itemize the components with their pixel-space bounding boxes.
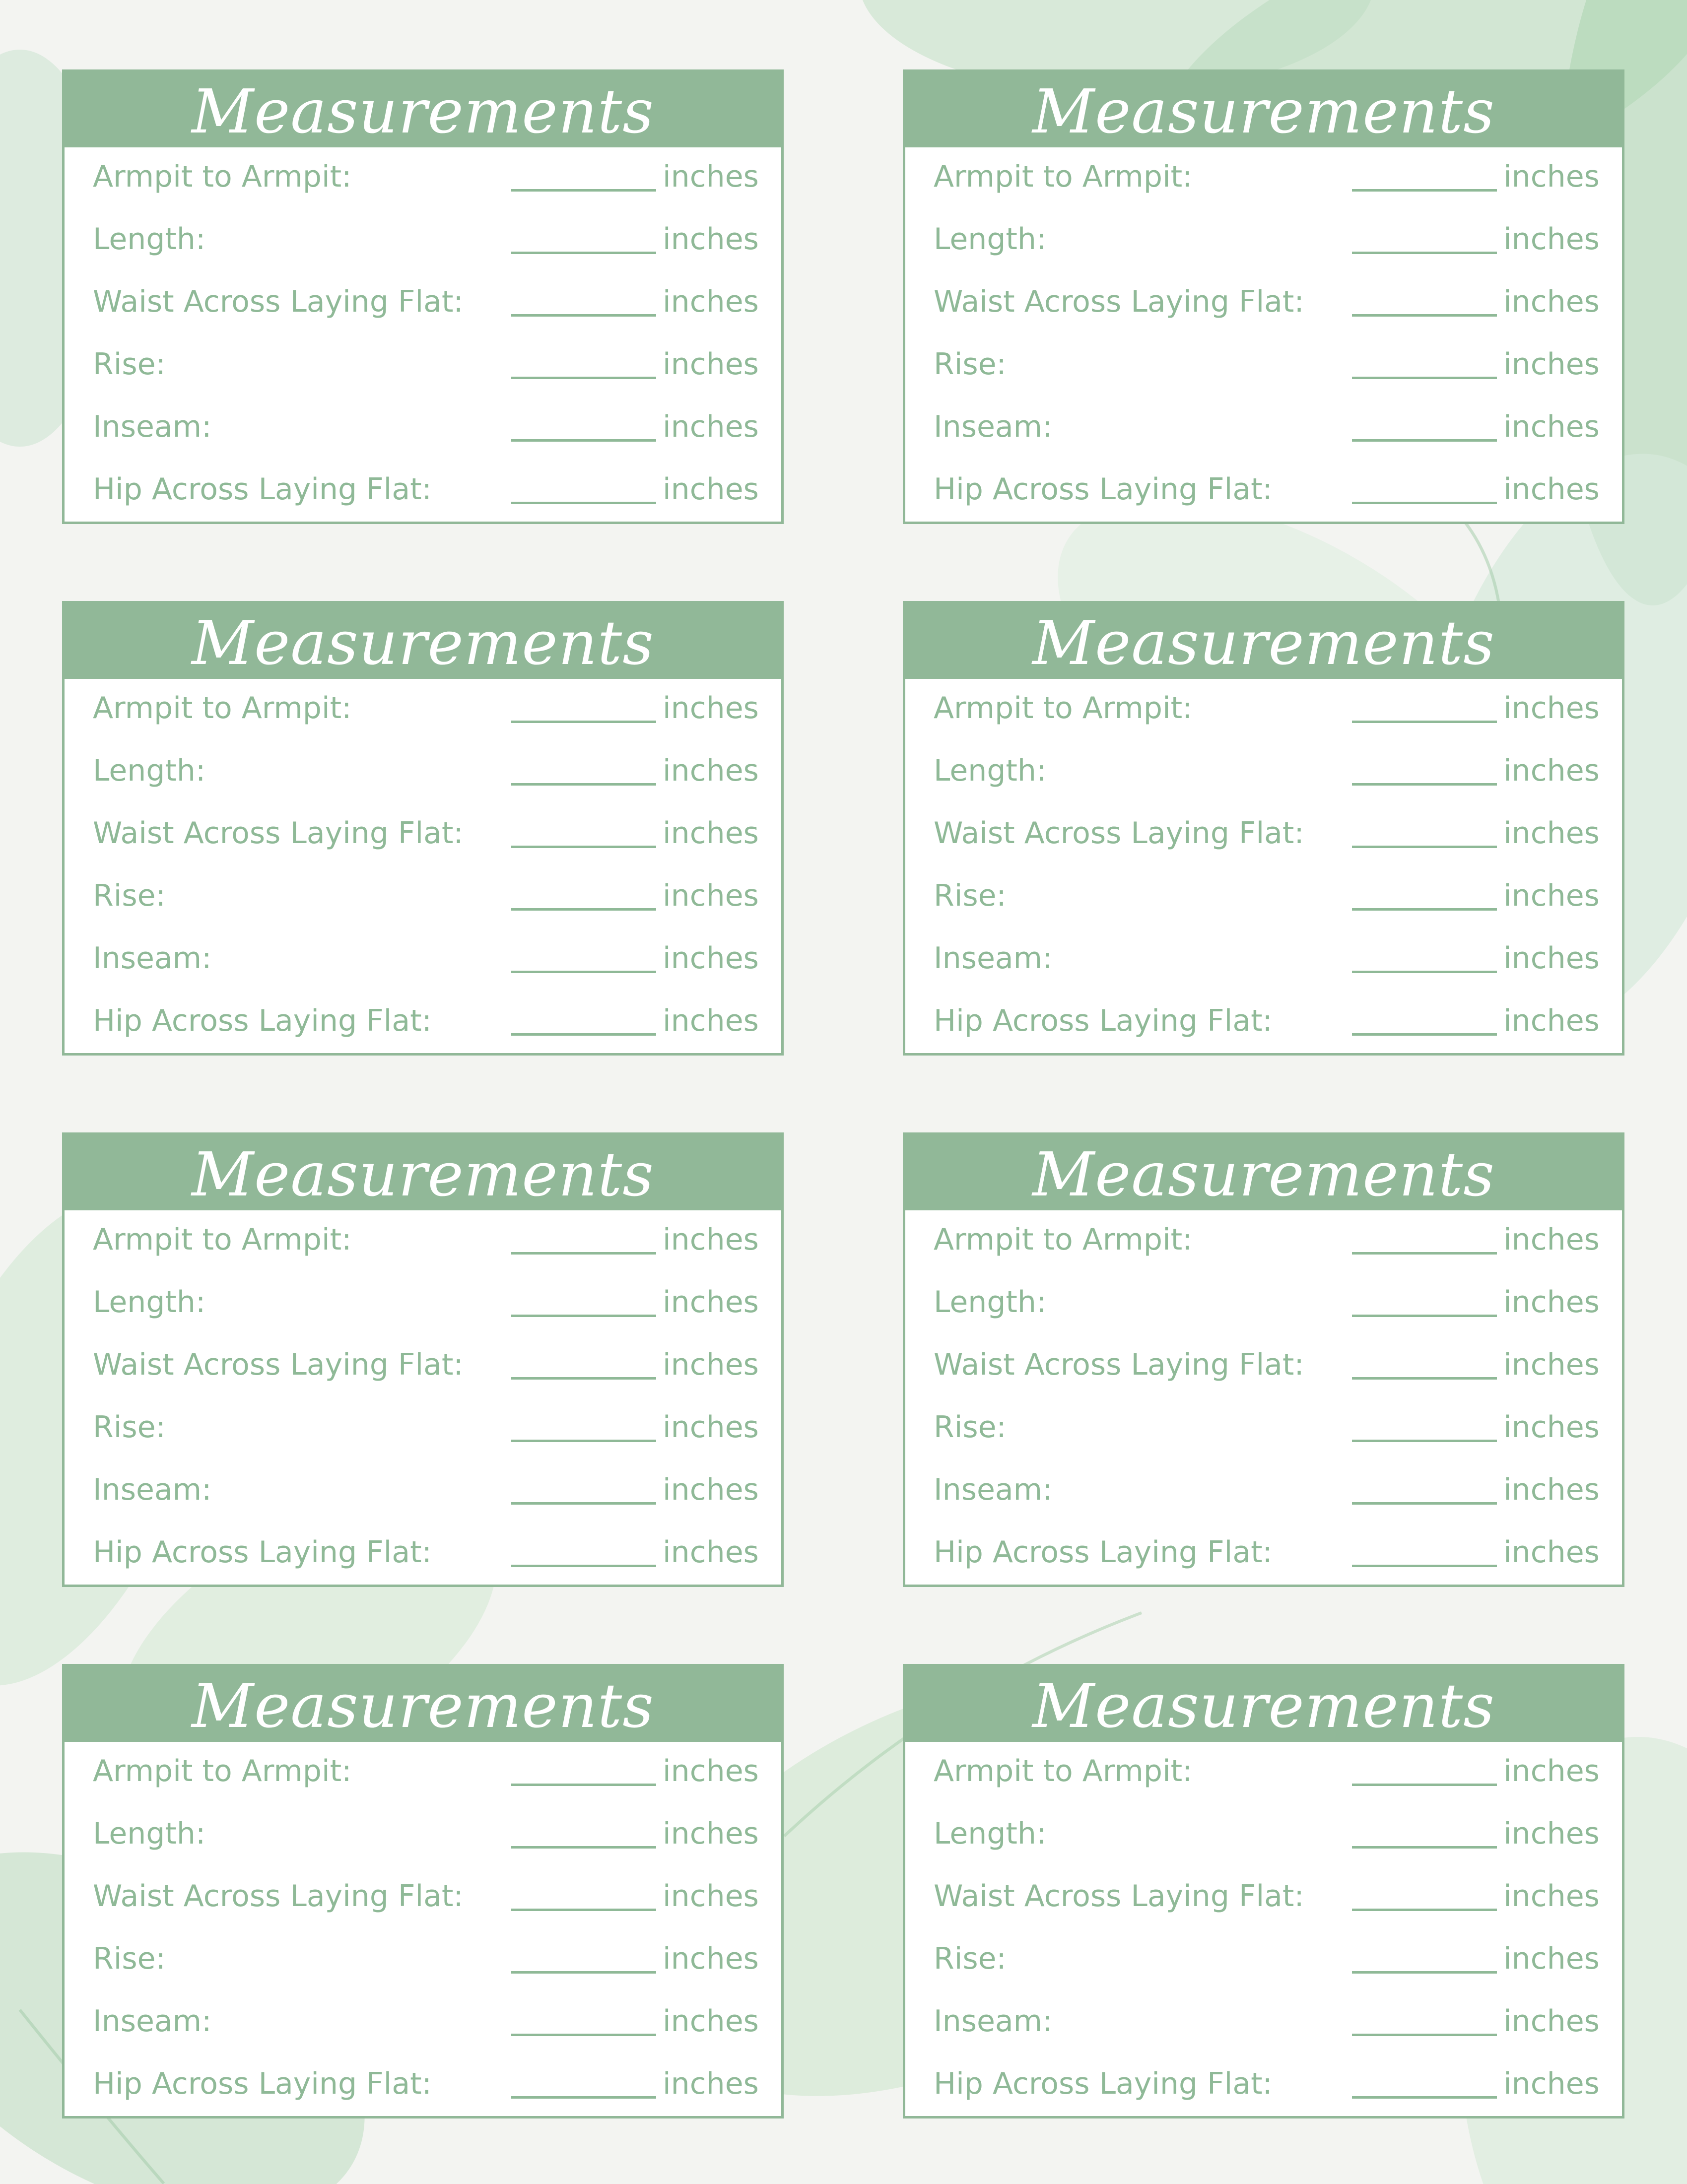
row-unit: inches (663, 1347, 759, 1382)
measurement-row (65, 2054, 781, 2117)
measurement-row (905, 460, 1622, 523)
row-label: Length: (934, 1285, 1047, 1320)
row-unit: inches (1503, 347, 1600, 382)
card-title: Measurements (905, 1135, 1622, 1210)
blank-input-line[interactable] (511, 846, 656, 848)
row-label: Hip Across Laying Flat: (93, 1003, 432, 1038)
blank-input-line[interactable] (1352, 1971, 1497, 1974)
row-label: Inseam: (93, 941, 212, 976)
measurement-card (62, 1132, 784, 1587)
blank-input-line[interactable] (511, 377, 656, 379)
row-label: Inseam: (93, 409, 212, 444)
measurement-row (65, 1460, 781, 1523)
row-unit: inches (1503, 1222, 1600, 1257)
row-unit: inches (663, 1754, 759, 1788)
measurement-row (905, 1929, 1622, 1992)
row-unit: inches (1503, 1879, 1600, 1914)
row-unit: inches (663, 1003, 759, 1038)
row-label: Waist Across Laying Flat: (934, 1347, 1304, 1382)
row-unit: inches (663, 691, 759, 726)
measurement-row (905, 1992, 1622, 2054)
blank-input-line[interactable] (511, 908, 656, 911)
blank-input-line[interactable] (1352, 189, 1497, 192)
measurement-card (903, 601, 1624, 1056)
row-unit: inches (663, 1285, 759, 1320)
row-label: Rise: (934, 347, 1007, 382)
blank-input-line[interactable] (1352, 2034, 1497, 2036)
row-label: Inseam: (93, 1472, 212, 1507)
row-unit: inches (663, 941, 759, 976)
card-title: Measurements (905, 72, 1622, 147)
blank-input-line[interactable] (1352, 1909, 1497, 1911)
blank-input-line[interactable] (1352, 908, 1497, 911)
row-unit: inches (663, 1816, 759, 1851)
measurement-row (905, 866, 1622, 929)
row-label: Hip Across Laying Flat: (93, 472, 432, 507)
blank-input-line[interactable] (1352, 502, 1497, 504)
measurement-row (65, 1992, 781, 2054)
blank-input-line[interactable] (511, 1440, 656, 1442)
row-label: Rise: (93, 878, 166, 913)
measurement-row (65, 1742, 781, 1804)
measurement-row (905, 929, 1622, 992)
blank-input-line[interactable] (1352, 314, 1497, 317)
row-unit: inches (1503, 222, 1600, 257)
row-unit: inches (663, 222, 759, 257)
measurement-row (65, 929, 781, 992)
measurement-row (905, 1273, 1622, 1335)
row-unit: inches (663, 159, 759, 194)
blank-input-line[interactable] (511, 1846, 656, 1849)
row-label: Armpit to Armpit: (93, 1754, 352, 1788)
blank-input-line[interactable] (511, 439, 656, 442)
measurement-row (905, 1742, 1622, 1804)
measurement-row (65, 1398, 781, 1460)
row-unit: inches (1503, 1816, 1600, 1851)
row-label: Length: (934, 753, 1047, 788)
measurement-card (62, 69, 784, 524)
row-label: Length: (934, 222, 1047, 257)
measurement-row (905, 1523, 1622, 1586)
measurement-row (905, 741, 1622, 804)
row-label: Hip Across Laying Flat: (934, 1535, 1273, 1570)
measurement-card (62, 1664, 784, 2118)
row-unit: inches (663, 1535, 759, 1570)
row-label: Hip Across Laying Flat: (93, 1535, 432, 1570)
row-unit: inches (1503, 1347, 1600, 1382)
row-unit: inches (1503, 691, 1600, 726)
row-label: Rise: (93, 1410, 166, 1445)
measurement-row (65, 679, 781, 741)
measurement-row (905, 2054, 1622, 2117)
blank-input-line[interactable] (511, 2034, 656, 2036)
row-label: Armpit to Armpit: (934, 1222, 1193, 1257)
row-unit: inches (663, 347, 759, 382)
row-label: Hip Across Laying Flat: (934, 1003, 1273, 1038)
row-unit: inches (663, 1410, 759, 1445)
row-label: Rise: (93, 347, 166, 382)
row-unit: inches (1503, 1410, 1600, 1445)
blank-input-line[interactable] (511, 1252, 656, 1255)
row-unit: inches (1503, 284, 1600, 319)
row-label: Armpit to Armpit: (93, 1222, 352, 1257)
blank-input-line[interactable] (1352, 1252, 1497, 1255)
measurement-row (65, 1273, 781, 1335)
measurement-row (905, 1398, 1622, 1460)
blank-input-line[interactable] (1352, 1440, 1497, 1442)
blank-input-line[interactable] (511, 1033, 656, 1036)
measurement-row (65, 272, 781, 335)
blank-input-line[interactable] (1352, 377, 1497, 379)
measurement-row (905, 147, 1622, 210)
row-label: Length: (93, 753, 206, 788)
blank-input-line[interactable] (1352, 1565, 1497, 1567)
row-unit: inches (1503, 472, 1600, 507)
measurement-card (903, 69, 1624, 524)
blank-input-line[interactable] (511, 783, 656, 786)
row-label: Armpit to Armpit: (93, 691, 352, 726)
row-label: Inseam: (934, 2004, 1053, 2039)
blank-input-line[interactable] (1352, 2096, 1497, 2099)
row-unit: inches (1503, 816, 1600, 851)
measurement-row (905, 272, 1622, 335)
row-label: Armpit to Armpit: (934, 691, 1193, 726)
row-unit: inches (663, 1222, 759, 1257)
blank-input-line[interactable] (1352, 971, 1497, 973)
row-label: Waist Across Laying Flat: (93, 1347, 464, 1382)
measurement-row (905, 992, 1622, 1054)
row-unit: inches (1503, 1941, 1600, 1976)
measurement-row (905, 210, 1622, 272)
row-unit: inches (663, 472, 759, 507)
row-unit: inches (663, 1472, 759, 1507)
row-label: Length: (93, 222, 206, 257)
card-title: Measurements (65, 1666, 781, 1742)
measurement-card (903, 1132, 1624, 1587)
measurement-row (905, 1867, 1622, 1929)
blank-input-line[interactable] (511, 1377, 656, 1380)
measurement-row (65, 1523, 781, 1586)
measurement-row (65, 1210, 781, 1273)
row-label: Armpit to Armpit: (934, 159, 1193, 194)
blank-input-line[interactable] (511, 314, 656, 317)
row-unit: inches (1503, 2004, 1600, 2039)
row-unit: inches (1503, 1535, 1600, 1570)
blank-input-line[interactable] (511, 252, 656, 254)
blank-input-line[interactable] (511, 1502, 656, 1505)
row-label: Rise: (934, 1410, 1007, 1445)
blank-input-line[interactable] (1352, 1846, 1497, 1849)
row-label: Inseam: (934, 941, 1053, 976)
row-label: Waist Across Laying Flat: (934, 1879, 1304, 1914)
row-label: Hip Across Laying Flat: (934, 472, 1273, 507)
blank-input-line[interactable] (511, 1971, 656, 1974)
row-unit: inches (663, 284, 759, 319)
blank-input-line[interactable] (511, 1909, 656, 1911)
row-label: Inseam: (934, 1472, 1053, 1507)
blank-input-line[interactable] (511, 1315, 656, 1317)
measurement-row (905, 1210, 1622, 1273)
row-unit: inches (663, 1879, 759, 1914)
measurement-row (905, 335, 1622, 397)
row-unit: inches (663, 816, 759, 851)
blank-input-line[interactable] (511, 2096, 656, 2099)
row-unit: inches (1503, 159, 1600, 194)
blank-input-line[interactable] (1352, 1784, 1497, 1786)
row-unit: inches (1503, 1003, 1600, 1038)
row-unit: inches (1503, 1285, 1600, 1320)
measurement-row (905, 679, 1622, 741)
row-label: Armpit to Armpit: (93, 159, 352, 194)
row-label: Length: (93, 1285, 206, 1320)
row-unit: inches (1503, 878, 1600, 913)
row-label: Inseam: (93, 2004, 212, 2039)
measurement-row (65, 1867, 781, 1929)
row-label: Length: (93, 1816, 206, 1851)
row-unit: inches (1503, 1754, 1600, 1788)
blank-input-line[interactable] (1352, 1315, 1497, 1317)
blank-input-line[interactable] (511, 1565, 656, 1567)
measurement-row (65, 210, 781, 272)
row-unit: inches (663, 2066, 759, 2101)
row-label: Hip Across Laying Flat: (934, 2066, 1273, 2101)
measurement-row (65, 460, 781, 523)
measurement-row (65, 147, 781, 210)
row-label: Waist Across Laying Flat: (934, 284, 1304, 319)
row-unit: inches (663, 409, 759, 444)
row-label: Waist Across Laying Flat: (934, 816, 1304, 851)
measurement-row (65, 1335, 781, 1398)
blank-input-line[interactable] (1352, 783, 1497, 786)
measurement-row (65, 992, 781, 1054)
row-label: Rise: (93, 1941, 166, 1976)
blank-input-line[interactable] (511, 189, 656, 192)
measurement-row (905, 397, 1622, 460)
blank-input-line[interactable] (511, 721, 656, 723)
measurement-row (65, 866, 781, 929)
row-label: Waist Across Laying Flat: (93, 1879, 464, 1914)
row-unit: inches (663, 753, 759, 788)
measurement-row (65, 1929, 781, 1992)
row-unit: inches (663, 878, 759, 913)
blank-input-line[interactable] (1352, 439, 1497, 442)
row-label: Length: (934, 1816, 1047, 1851)
measurement-row (905, 1335, 1622, 1398)
measurement-row (905, 804, 1622, 866)
measurement-row (905, 1804, 1622, 1867)
row-label: Armpit to Armpit: (934, 1754, 1193, 1788)
blank-input-line[interactable] (1352, 1377, 1497, 1380)
row-unit: inches (1503, 409, 1600, 444)
measurement-row (65, 335, 781, 397)
measurement-row (905, 1460, 1622, 1523)
blank-input-line[interactable] (1352, 721, 1497, 723)
blank-input-line[interactable] (1352, 846, 1497, 848)
blank-input-line[interactable] (511, 1784, 656, 1786)
blank-input-line[interactable] (511, 971, 656, 973)
measurement-card (903, 1664, 1624, 2118)
measurement-card (62, 601, 784, 1056)
card-title: Measurements (65, 603, 781, 679)
row-label: Hip Across Laying Flat: (93, 2066, 432, 2101)
measurement-row (65, 1804, 781, 1867)
measurement-row (65, 804, 781, 866)
blank-input-line[interactable] (1352, 1033, 1497, 1036)
row-label: Rise: (934, 878, 1007, 913)
card-title: Measurements (65, 1135, 781, 1210)
card-title: Measurements (905, 603, 1622, 679)
measurement-row (65, 397, 781, 460)
row-unit: inches (1503, 941, 1600, 976)
row-unit: inches (663, 2004, 759, 2039)
blank-input-line[interactable] (1352, 252, 1497, 254)
card-title: Measurements (65, 72, 781, 147)
blank-input-line[interactable] (511, 502, 656, 504)
blank-input-line[interactable] (1352, 1502, 1497, 1505)
measurement-row (65, 741, 781, 804)
row-unit: inches (663, 1941, 759, 1976)
row-label: Waist Across Laying Flat: (93, 816, 464, 851)
row-label: Inseam: (934, 409, 1053, 444)
row-unit: inches (1503, 1472, 1600, 1507)
row-unit: inches (1503, 753, 1600, 788)
row-label: Rise: (934, 1941, 1007, 1976)
row-label: Waist Across Laying Flat: (93, 284, 464, 319)
card-title: Measurements (905, 1666, 1622, 1742)
row-unit: inches (1503, 2066, 1600, 2101)
